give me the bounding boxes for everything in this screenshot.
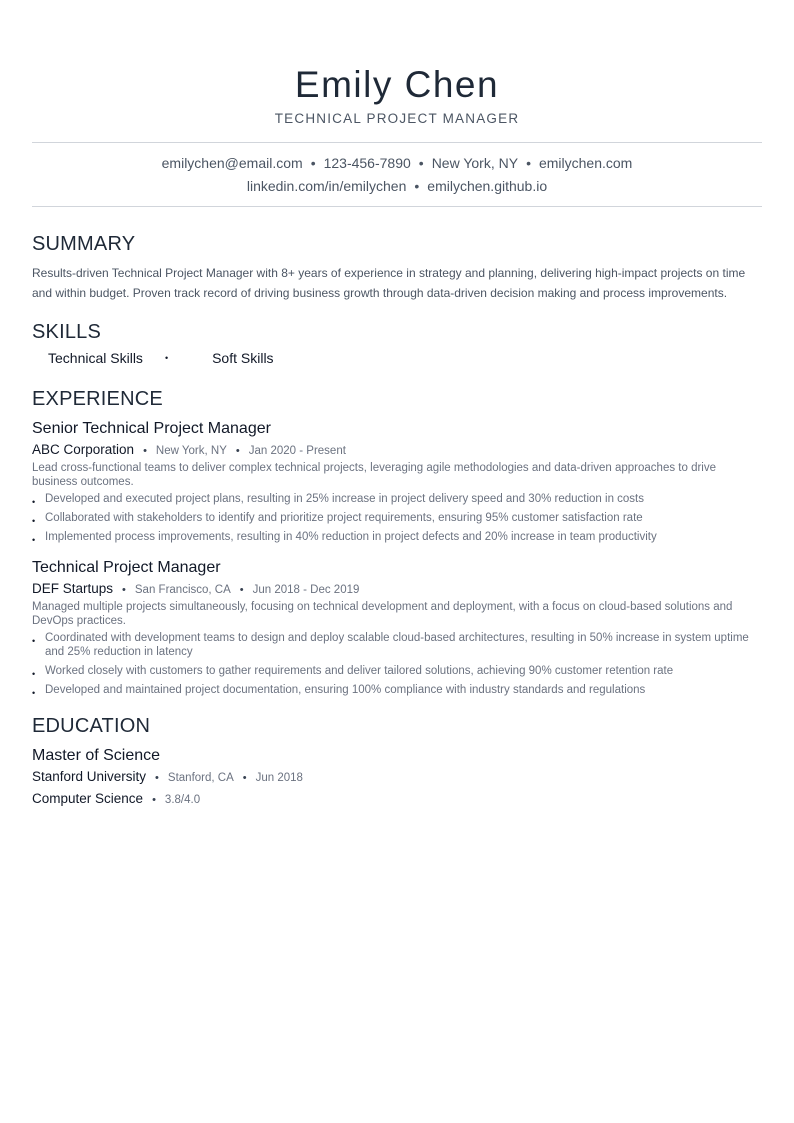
separator-dot: • [143,445,147,457]
separator-dot: • [310,155,316,171]
job-meta [32,580,762,599]
contact-phone[interactable]: 123-456-7890 [323,155,411,171]
education-meta [32,767,762,788]
candidate-name: Emily Chen [294,64,500,105]
job-company: ABC Corporation [32,442,135,457]
separator-dot: • [122,584,126,596]
education-date: Jun 2018 [255,772,303,784]
contact-info [32,142,762,207]
skill-category-technical: Technical Skills [48,350,143,366]
education-degree: Master of Science [32,747,161,764]
education-field: Computer Science [32,791,144,806]
separator-dot: • [414,178,420,194]
education-gpa: 3.8/4.0 [164,794,201,806]
achievement-item [32,511,762,525]
experience-section [32,387,762,697]
contact-github[interactable]: emilychen.github.io [427,178,548,194]
contact-row-secondary [32,175,762,198]
achievement-item [32,631,762,659]
achievement-text: Implemented process improvements, resulting in 40% reduction in project defects and 20% increase in team productivity [45,531,657,543]
job-description: Managed multiple projects simultaneously, focusing on technical development and deployment, with a focus on cloud-based solutions and DevOps practices. [32,601,733,627]
separator-dot: • [155,772,159,784]
candidate-title: TECHNICAL PROJECT MANAGER [274,111,520,126]
skills-list [32,350,762,366]
job-meta [32,441,762,460]
contact-row-primary [32,152,762,175]
contact-website[interactable]: emilychen.com [538,155,633,171]
summary-heading: SUMMARY [32,233,136,255]
skills-heading: SKILLS [32,321,102,343]
separator-dot: • [235,445,240,457]
job-dates: Jun 2018 - Dec 2019 [252,584,360,596]
achievement-text: Collaborated with stakeholders to identify and prioritize project requirements, ensuring 95% customer satisfaction rate [45,512,643,524]
contact-linkedin[interactable]: linkedin.com/in/emilychen [246,178,407,194]
contact-location: New York, NY [431,155,519,171]
achievement-item [32,683,762,697]
achievement-text: Developed and maintained project documentation, ensuring 100% compliance with industry standards and regulations [45,684,646,696]
separator-dot: • [239,584,244,596]
achievement-item [32,664,762,678]
job-achievements [32,492,762,544]
separator-dot: • [418,155,424,171]
bullet-icon: • [32,535,36,545]
bullet-icon: • [32,688,36,698]
separator-dot: • [164,353,169,363]
achievement-item [32,530,762,544]
education-field-meta [32,789,762,810]
skill-category-soft: Soft Skills [212,350,274,366]
achievement-item [32,492,762,506]
job-achievements [32,631,762,697]
separator-dot: • [242,772,247,784]
achievement-text: Worked closely with customers to gather requirements and deliver tailored solutions, achieving 90% customer retention rate [45,665,674,677]
achievement-text: Developed and executed project plans, resulting in 25% increase in project delivery speed and 30% reduction in costs [45,493,644,505]
summary-text: Results-driven Technical Project Manager with 8+ years of experience in strategy and planning, delivering high-impact projects on time and within budget. Proven track record of driving business growth through data-driven decision making and process improvements. [32,266,746,300]
job-entry [32,419,762,544]
bullet-icon: • [32,516,36,526]
contact-email[interactable]: emilychen@email.com [161,155,303,171]
job-description: Lead cross-functional teams to deliver complex technical projects, leveraging agile methodologies and data-driven approaches to drive business outcomes. [32,462,716,488]
bullet-icon: • [32,636,36,646]
education-school: Stanford University [32,769,147,784]
experience-heading: EXPERIENCE [32,388,163,410]
bullet-icon: • [32,669,36,679]
bullet-icon: • [32,497,36,507]
job-location: San Francisco, CA [134,584,231,596]
job-location: New York, NY [155,445,227,457]
job-role: Senior Technical Project Manager [32,420,271,437]
summary-section [32,232,762,303]
job-dates: Jan 2020 - Present [248,445,346,457]
education-section [32,714,762,810]
achievement-text: Coordinated with development teams to design and deploy scalable cloud-based architectures, resulting in 50% increase in system uptime and 25% reduction in latency [45,632,749,658]
separator-dot: • [152,794,156,806]
job-role: Technical Project Manager [32,559,221,576]
job-entry [32,558,762,697]
job-company: DEF Startups [32,581,114,596]
separator-dot: • [526,155,531,171]
education-heading: EDUCATION [32,715,151,737]
education-location: Stanford, CA [167,772,234,784]
skills-section [32,320,762,366]
resume-header [32,0,762,128]
